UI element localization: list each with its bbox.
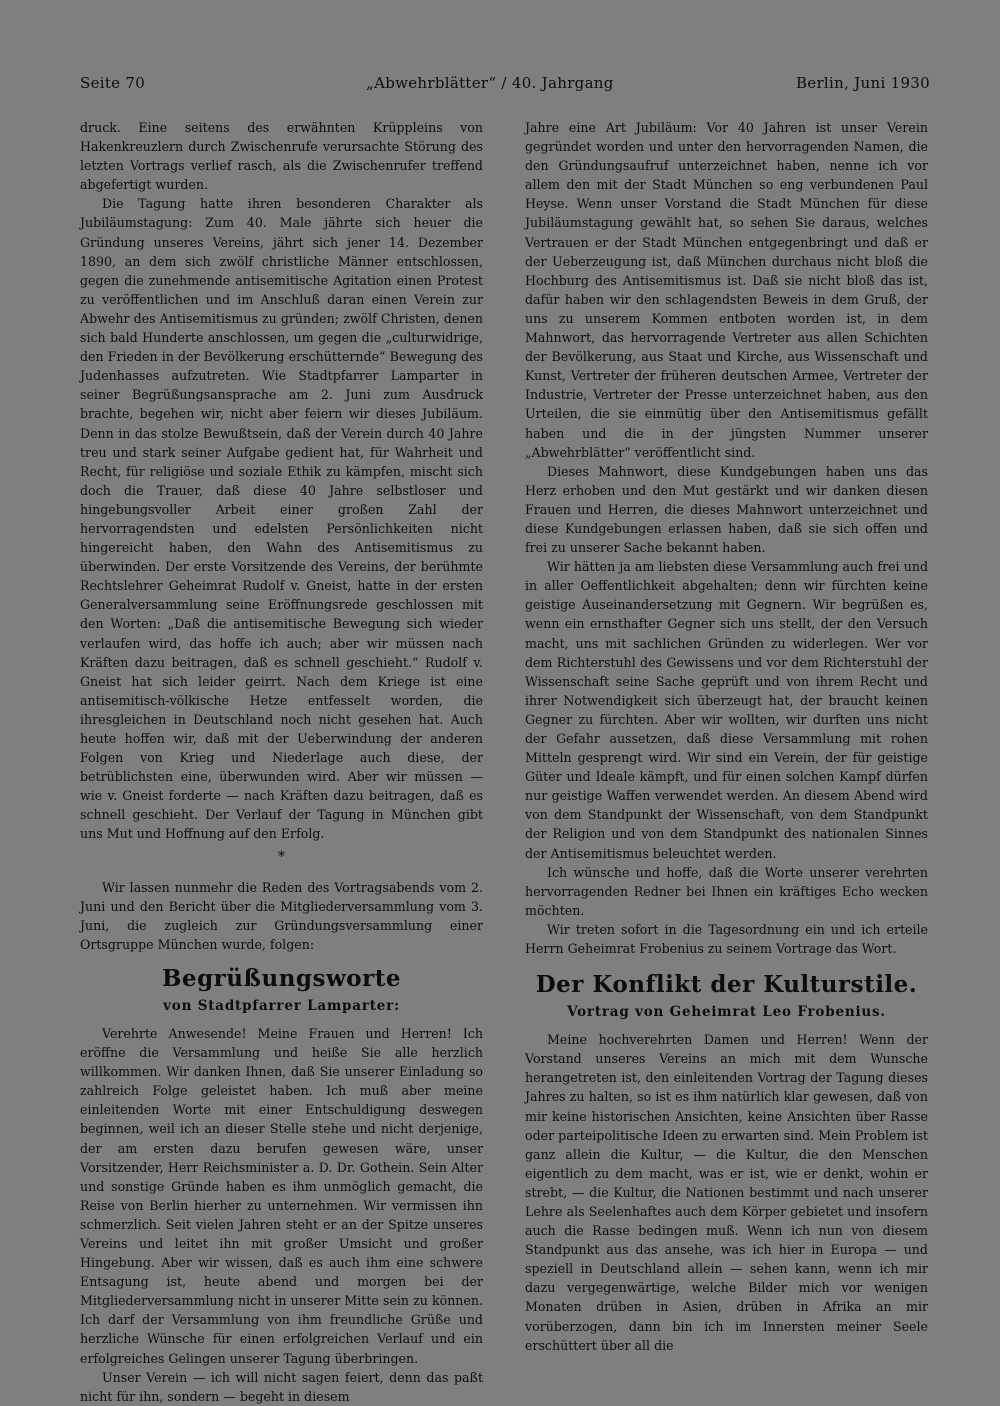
paragraph: Wir lassen nunmehr die Reden des Vortragsabends vom 2. Juni und den Bericht über die Mitgliederversammlung vom 3. Juni, die zugleich zur Gründungsversammlung einer Ortsgruppe München wurde, folgen:	[80, 879, 483, 952]
paragraph: Wir treten sofort in die Tagesordnung ein und ich erteile Herrn Geheimrat Frobenius zu seinem Vortrage das Wort.	[525, 921, 928, 957]
section-title: Der Konflikt der Kulturstile.	[535, 971, 918, 999]
paragraph: Wir hätten ja am liebsten diese Versammlung auch frei und in aller Oeffentlichkeit abgehalten; denn wir fürchten keine geistige Auseinandersetzung mit Gegnern. Wir begrüßen es, wenn ein ernsthafter Gegner sich uns stellt, der den Versuch macht, uns mit sachlichen Gründen zu widerlegen. Wer vor dem Richterstuhl des Gewissens und vor dem Richterstuhl der Wissenschaft seine Sache geprüft und von ihrem Recht und ihrer Notwendigkeit sich überzeugt hat, der braucht keinen Gegner zu fürchten. Aber wir wollten, wir durften uns nicht der Gefahr aussetzen, daß diese Versammlung mit rohen Mitteln gesprengt wird. Wir sind ein Verein, der für geistige Güter und Ideale kämpft, und für einen solchen Kampf dürfen nur geistige Waffen verwendet werden. An diesem Abend wird von dem Standpunkt der Wissenschaft, von dem Standpunkt der Religion und von dem Standpunkt des nationalen Sinnes der Antisemitismus beleuchtet werden.	[525, 559, 928, 861]
paragraph: Ich wünsche und hoffe, daß die Worte unserer verehrten hervorragenden Redner bei Ihnen ein kräftiges Echo wecken möchten.	[525, 864, 928, 918]
section-subtitle: von Stadtpfarrer Lamparter:	[163, 997, 400, 1014]
paragraph: Jahre eine Art Jubiläum: Vor 40 Jahren ist unser Verein gegründet worden und unter den hervorragenden Namen, die den Gründungsaufruf unterzeichnet haben, nenne ich vor allem den mit der Stadt München so eng verbundenen Paul Heyse. Wenn unser Vorstand die Stadt München für diese Jubiläumstagung gewählt hat, so sehen Sie daraus, welches Vertrauen er der Stadt München entgegenbringt und daß er der Ueberzeugung ist, daß München durchaus nicht bloß die Hochburg des Antisemitismus ist. Daß sie nicht bloß das ist, dafür haben wir den schlagendsten Beweis in dem Gruß, der uns zu unserem Kommen entboten worden ist, in dem Mahnwort, das hervorragende Vertreter aus allen Schichten der Bevölkerung, aus Staat und Kirche, aus Wissenschaft und Kunst, Vertreter der früheren deutschen Armee, Vertreter der Industrie, Vertreter der Presse unterzeichnet haben, aus den Urteilen, die sie einmütig über den Antisemitismus gefällt haben und die in der jüngsten Nummer unserer „Abwehrblätter“ veröffentlicht sind.	[525, 120, 928, 460]
section-title: Begrüßungsworte	[162, 964, 401, 992]
section-subtitle: Vortrag von Geheimrat Leo Frobenius.	[567, 1004, 886, 1021]
publication-title: „Abwehrblätter“ / 40. Jahrgang	[366, 74, 614, 92]
right-column	[525, 118, 928, 1355]
paragraph: Unser Verein — ich will nicht sagen feiert, denn das paßt nicht für ihn, sondern — begeht in diesem	[80, 1369, 483, 1404]
paragraph: Meine hochverehrten Damen und Herren! Wenn der Vorstand unseres Vereins an mich mit dem Wunsche herangetreten ist, den einleitenden Vortrag der Tagung dieses Jahres zu halten, so ist es ihm natürlich klar gewesen, daß von mir keine historischen Ansichten, keine Ansichten über Rasse oder parteipolitische Ideen zu erwarten sind. Mein Problem ist ganz allein die Kultur, — die Kultur, die den Menschen eigentlich zu dem macht, was er ist, wie er denkt, wohin er strebt, — die Kultur, die Nationen bestimmt und nach unserer Lehre als Seelenhaftes auch dem Körper gebietet und insofern auch die Rasse bedingen muß. Wenn ich nun von diesem Standpunkt aus das ansehe, was ich hier in Europa — und speziell in Deutschland allein — sehen kann, wenn ich mir dazu vergegenwärtige, welche Bilder mich vor wenigen Monaten drüben in Asien, drüben in Afrika an mir vorüberzogen, dann bin ich im Innersten meiner Seele erschüttert über all die	[525, 1032, 928, 1353]
paragraph: Die Tagung hatte ihren besonderen Charakter als Jubiläumstagung: Zum 40. Male jährte sich heuer die Gründung unseres Vereins, jährt sich jener 14. Dezember 1890, an dem sich zwölf christliche Männer entschlossen, gegen die zunehmende antisemitische Agitation einen Protest zu veröffentlichen und im Anschluß daran einen Verein zur Abwehr des Antisemitismus zu gründen; zwölf Christen, denen sich bald Hunderte anschlossen, um gegen die „culturwidrige, den Frieden in der Bevölkerung erschütternde“ Bewegung des Judenhasses aufzutreten. Wie Stadtpfarrer Lamparter in seiner Begrüßungsansprache am 2. Juni zum Ausdruck brachte, begehen wir, nicht aber feiern wir dieses Jubiläum. Denn in das stolze Bewußtsein, daß der Verein durch 40 Jahre treu und stark seiner Aufgabe gedient hat, für Wahrheit und Recht, für religiöse und soziale Ethik zu kämpfen, mischt sich doch die Trauer, daß diese 40 Jahre selbstloser und hingebungsvoller Arbeit einer großen Zahl der hervorragendsten und edelsten Persönlichkeiten nicht hingereicht haben, den Wahn des Antisemitismus zu überwinden. Der erste Vorsitzende des Vereins, der berühmte Rechtslehrer Geheimrat Rudolf v. Gneist, hatte in der ersten Generalversammlung seine Eröffnungsrede geschlossen mit den Worten: „Daß die antisemitische Bewegung sich wieder verlaufen wird, das hoffe ich auch; aber wir müssen nach Kräften dazu beitragen, daß es schnell geschieht.“ Rudolf v. Gneist hat sich leider geirrt. Nach dem Kriege ist eine antisemitisch-völkische Hetze entfesselt worden, die ihresgleichen in Deutschland noch nicht gesehen hat. Auch heute hoffen wir, daß mit der Ueberwindung der anderen Folgen von Krieg und Niederlage auch diese, der betrüblichsten eine, überwunden wird. Aber wir müssen — wie v. Gneist forderte — nach Kräften dazu beitragen, daß es schnell geschieht. Der Verlauf der Tagung in München gibt uns Mut und Hoffnung auf den Erfolg.	[80, 196, 483, 842]
page-number: Seite 70	[80, 74, 146, 92]
paragraph: Verehrte Anwesende! Meine Frauen und Herren! Ich eröffne die Versammlung und heiße Sie alle herzlich willkommen. Wir danken Ihnen, daß Sie unserer Einladung so zahlreich Folge geleistet haben. Ich muß aber meine einleitenden Worte mit einer Entschuldigung deswegen beginnen, weil ich an dieser Stelle stehe und nicht derjenige, der am ersten dazu berufen gewesen wäre, unser Vorsitzender, Herr Reichsminister a. D. Dr. Gothein. Sein Alter und sonstige Gründe haben es ihm unmöglich gemacht, die Reise von Berlin hierher zu unternehmen. Wir vermissen ihn schmerzlich. Seit vielen Jahren steht er an der Spitze unseres Vereins und leitet ihn mit großer Umsicht und großer Hingebung. Aber wir wissen, daß es auch ihm eine schwere Entsagung ist, heute abend und morgen bei der Mitgliederversammlung nicht in unserer Mitte sein zu können. Ich darf der Versammlung von ihm freundliche Grüße und herzliche Wünsche für einen erfolgreichen Verlauf und ein erfolgreiches Gelingen unserer Tagung überbringen.	[80, 1025, 483, 1366]
section-separator: *	[278, 848, 285, 865]
place-date: Berlin, Juni 1930	[795, 74, 930, 92]
paragraph: Dieses Mahnwort, diese Kundgebungen haben uns das Herz erhoben und den Mut gestärkt und wir danken diesen Frauen und Herren, die dieses Mahnwort unterzeichnet und diese Kundgebungen erlassen haben, daß sie sich offen und frei zu unserer Sache bekannt haben.	[525, 463, 928, 556]
paragraph: druck. Eine seitens des erwähnten Krüppleins von Hakenkreuzlern durch Zwischenrufe verursachte Störung des letzten Vortrags verlief rasch, als die Zwischenrufer treffend abgefertigt wurden.	[80, 120, 483, 193]
page-header	[80, 74, 930, 98]
left-column	[80, 118, 483, 1406]
